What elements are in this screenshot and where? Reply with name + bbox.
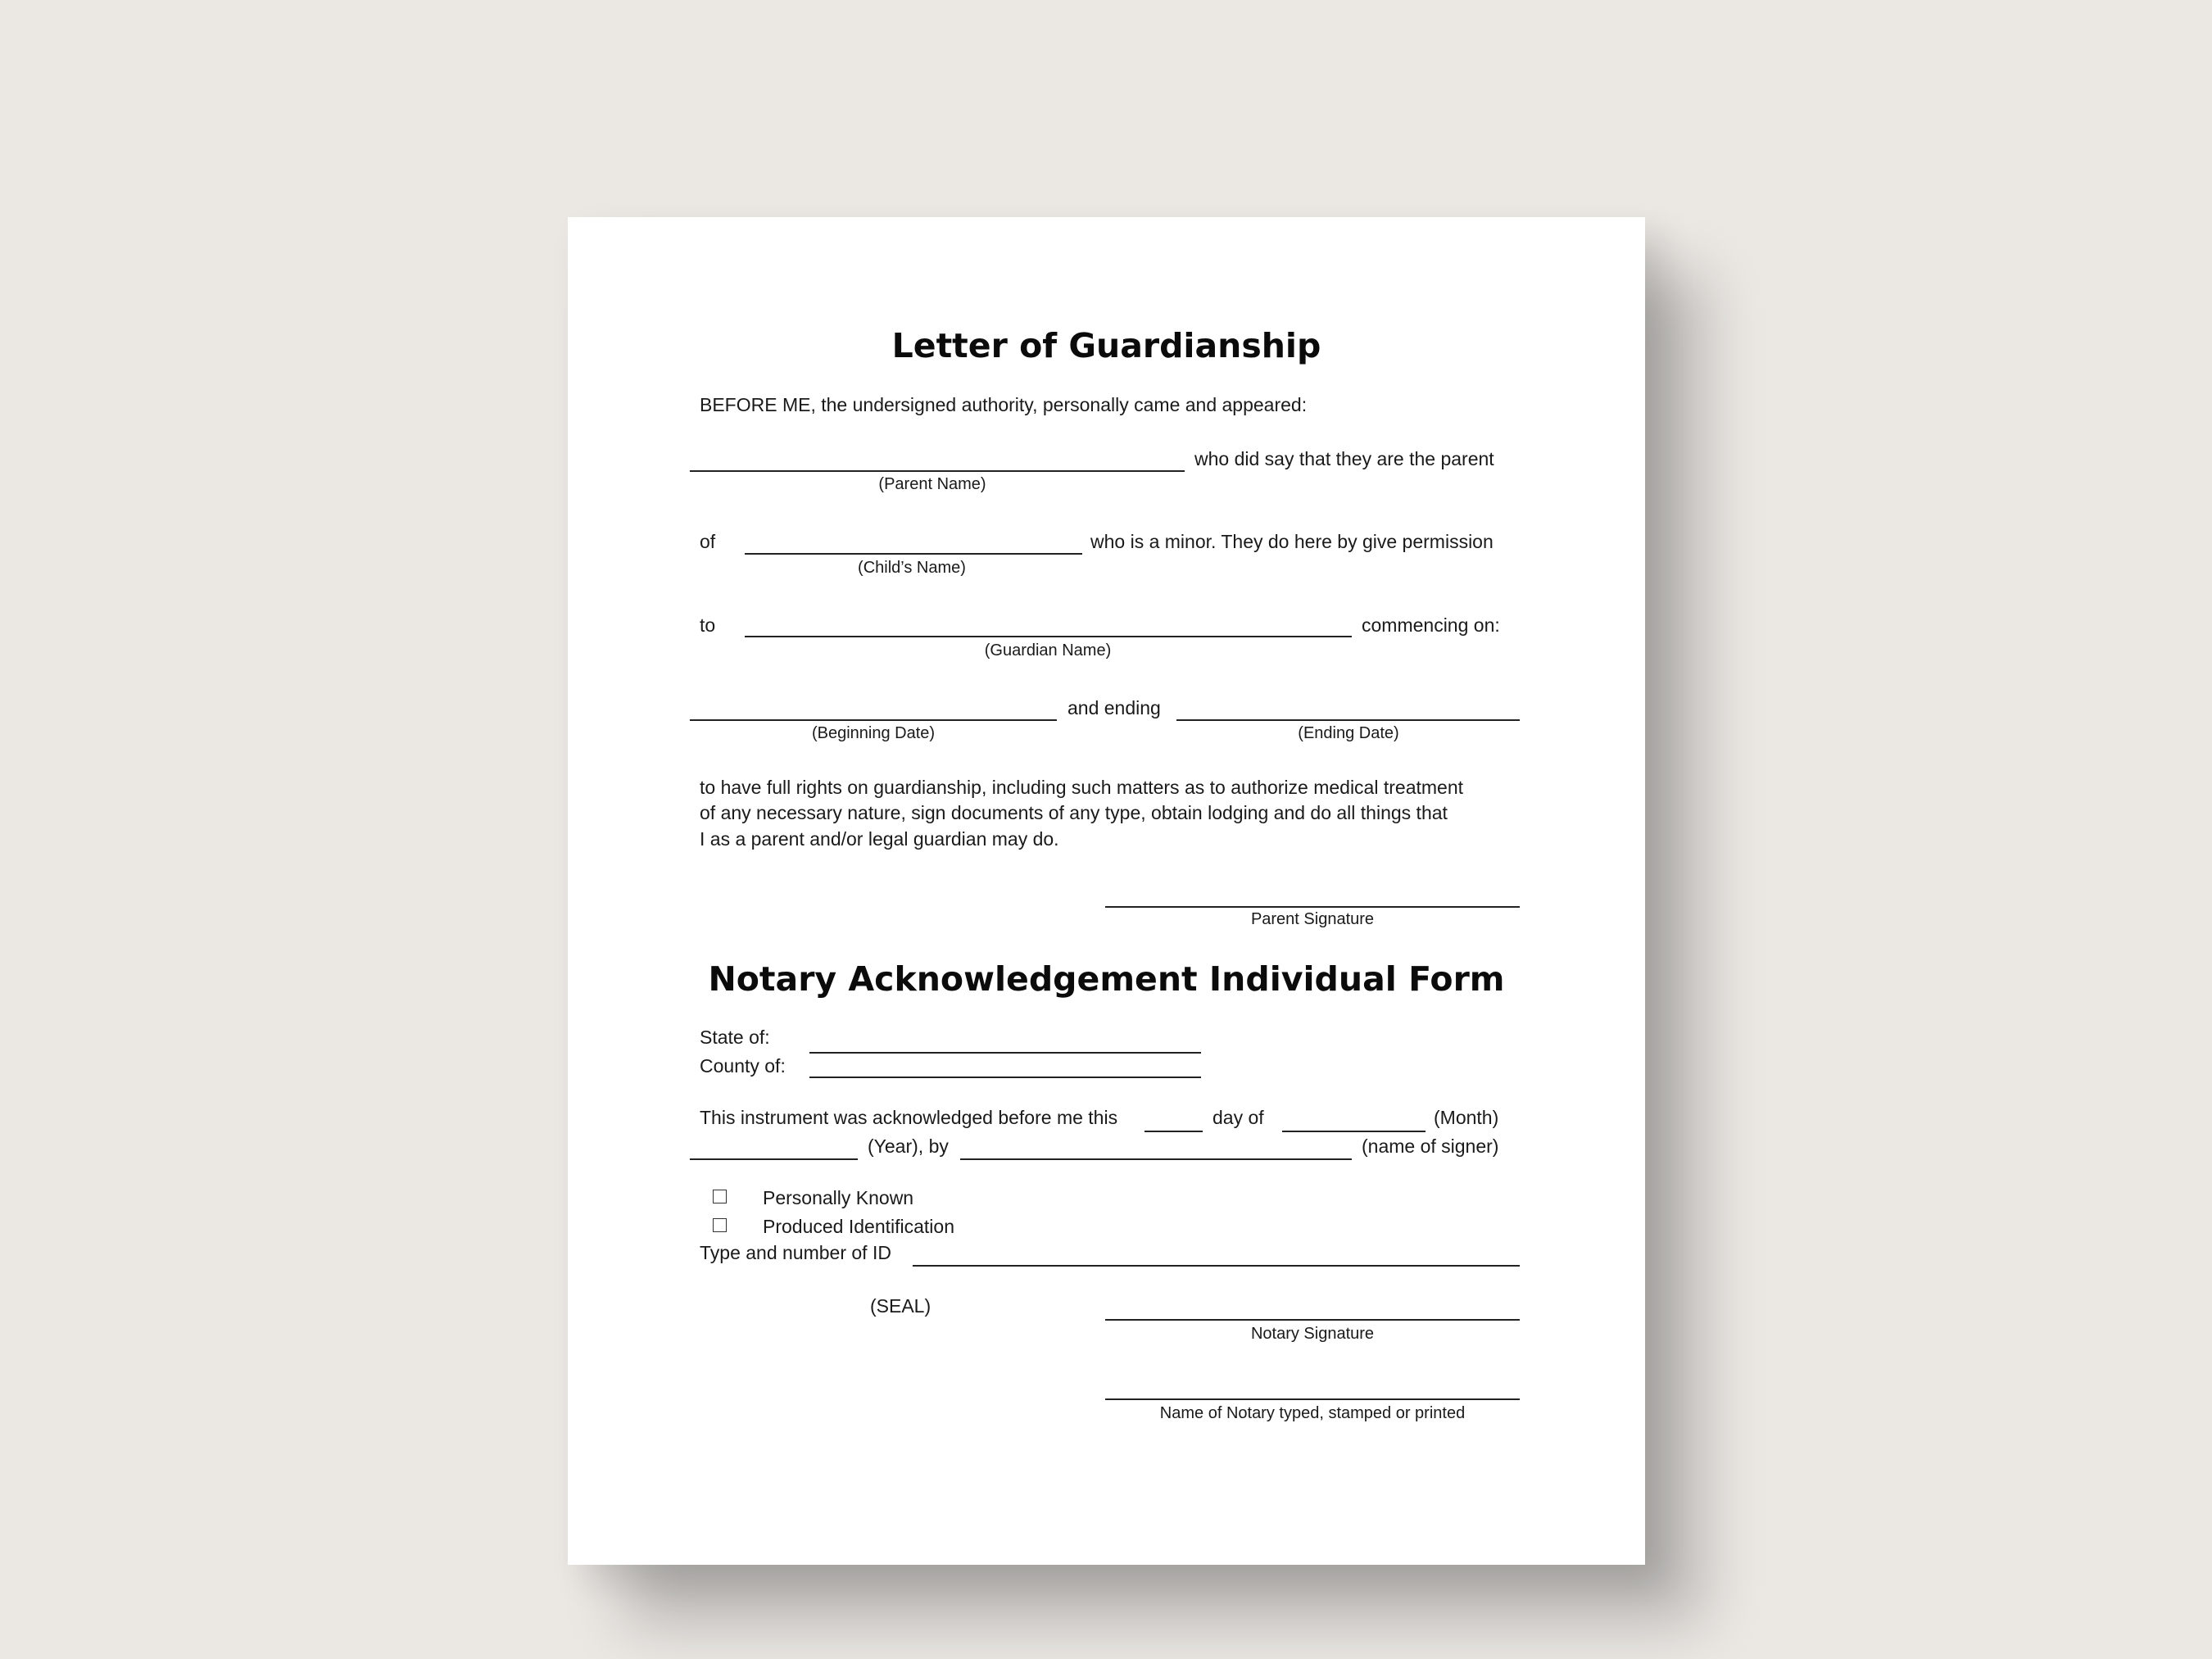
acknowledged-text: This instrument was acknowledged before me this bbox=[700, 1107, 1118, 1128]
beginning-date-caption: (Beginning Date) bbox=[811, 724, 936, 742]
intro-text: BEFORE ME, the undersigned authority, personally came and appeared: bbox=[700, 394, 1308, 415]
ending-date-line[interactable] bbox=[1176, 719, 1520, 721]
rights-line-3: I as a parent and/or legal guardian may do. bbox=[700, 828, 1059, 850]
guardian-name-line[interactable] bbox=[745, 636, 1352, 637]
parent-suffix-text: who did say that they are the parent bbox=[1194, 448, 1494, 469]
month-line[interactable] bbox=[1282, 1131, 1426, 1132]
parent-signature-caption: Parent Signature bbox=[1250, 910, 1375, 928]
parent-signature-line[interactable] bbox=[1105, 906, 1520, 908]
month-caption: (Month) bbox=[1434, 1107, 1499, 1128]
signer-name-line[interactable] bbox=[960, 1158, 1352, 1160]
day-of-text: day of bbox=[1213, 1107, 1264, 1128]
parent-name-caption: (Parent Name) bbox=[878, 475, 986, 493]
document-page bbox=[568, 217, 1645, 1565]
child-suffix-text: who is a minor. They do here by give permission bbox=[1090, 531, 1494, 552]
notary-signature-line[interactable] bbox=[1105, 1319, 1520, 1321]
to-label: to bbox=[700, 614, 716, 636]
notary-name-line[interactable] bbox=[1105, 1398, 1520, 1400]
and-ending-text: and ending bbox=[1067, 697, 1161, 718]
id-type-line[interactable] bbox=[913, 1265, 1520, 1267]
beginning-date-line[interactable] bbox=[690, 719, 1057, 721]
of-label: of bbox=[700, 531, 716, 552]
county-label: County of: bbox=[700, 1055, 786, 1077]
guardian-suffix-text: commencing on: bbox=[1362, 614, 1500, 636]
rights-line-2: of any necessary nature, sign documents of any type, obtain lodging and do all things that bbox=[700, 802, 1448, 823]
ending-date-caption: (Ending Date) bbox=[1298, 724, 1399, 742]
produced-identification-checkbox[interactable] bbox=[713, 1218, 727, 1232]
seal-label: (SEAL) bbox=[870, 1295, 931, 1317]
name-of-signer-caption: (name of signer) bbox=[1362, 1135, 1499, 1157]
state-line[interactable] bbox=[809, 1052, 1201, 1054]
year-by-text: (Year), by bbox=[868, 1135, 949, 1157]
produced-identification-label: Produced Identification bbox=[763, 1216, 954, 1237]
child-name-caption: (Child’s Name) bbox=[858, 559, 966, 577]
year-line[interactable] bbox=[690, 1158, 858, 1160]
day-line[interactable] bbox=[1145, 1131, 1203, 1132]
rights-line-1: to have full rights on guardianship, including such matters as to authorize medical treatment bbox=[700, 777, 1464, 798]
notary-name-caption: Name of Notary typed, stamped or printed bbox=[1159, 1404, 1466, 1422]
state-label: State of: bbox=[700, 1027, 770, 1048]
guardian-name-caption: (Guardian Name) bbox=[984, 641, 1112, 660]
notary-signature-caption: Notary Signature bbox=[1250, 1325, 1375, 1343]
personally-known-label: Personally Known bbox=[763, 1187, 914, 1208]
notary-title: Notary Acknowledgement Individual Form bbox=[708, 959, 1505, 999]
guardianship-title: Letter of Guardianship bbox=[891, 326, 1321, 365]
personally-known-checkbox[interactable] bbox=[713, 1190, 727, 1203]
child-name-line[interactable] bbox=[745, 553, 1082, 555]
id-type-label: Type and number of ID bbox=[700, 1242, 891, 1263]
county-line[interactable] bbox=[809, 1077, 1201, 1078]
parent-name-line[interactable] bbox=[690, 470, 1185, 472]
